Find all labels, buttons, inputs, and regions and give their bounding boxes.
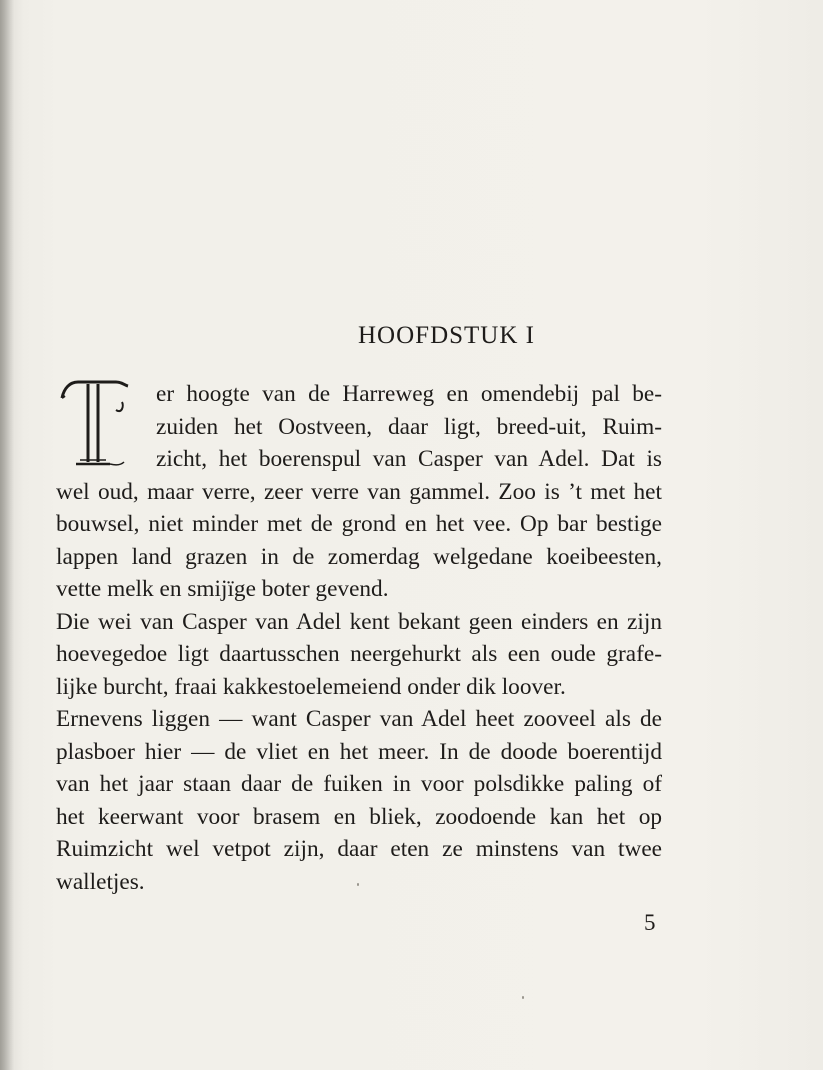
text-line: er hoogte van de Harreweg en omendebij pal be- <box>156 381 662 407</box>
body-text <box>56 378 662 898</box>
page-number: 5 <box>644 910 656 935</box>
text-line: zuiden het Oostveen, daar ligt, breed-uit, Ruim- <box>156 413 662 440</box>
chapter-heading: HOOFDSTUK I <box>358 322 535 349</box>
text-line: Die wei van Casper van Adel kent bekant geen einders en zijn <box>56 608 662 635</box>
text-line: wel oud, maar verre, zeer verre van gammel. Zoo is ’t met het <box>56 478 662 505</box>
text-line: lijke burcht, fraai kakkestoelemeiend onder dik loover. <box>56 673 566 700</box>
text-line: plasboer hier — de vliet en het meer. In de doode boerentijd <box>56 738 662 765</box>
text-line: bouwsel, niet minder met de grond en het vee. Op bar bestige <box>56 511 662 537</box>
text-line: Ernevens liggen — want Casper van Adel heet zooveel als de <box>56 706 662 732</box>
paper-speck <box>522 996 524 999</box>
text-line: het keerwant voor brasem en bliek, zoodoende kan het op <box>56 803 662 830</box>
page-gutter-shadow <box>0 0 14 1070</box>
text-line: hoevegedoe ligt daartusschen neergehurkt als een oude grafe- <box>56 641 662 667</box>
text-line: lappen land grazen in de zomerdag welgedane koeibeesten, <box>56 543 662 570</box>
text-line: vette melk en smijïge boter gevend. <box>56 576 389 602</box>
text-line: van het jaar staan daar de fuiken in voor polsdikke paling of <box>56 771 662 797</box>
paper-speck <box>357 883 359 886</box>
text-line: zicht, het boerenspul van Casper van Adel. Dat is <box>156 446 662 472</box>
text-line: Ruimzicht wel vetpot zijn, daar eten ze minstens van twee <box>56 836 662 862</box>
text-line: walletjes. <box>56 868 145 895</box>
